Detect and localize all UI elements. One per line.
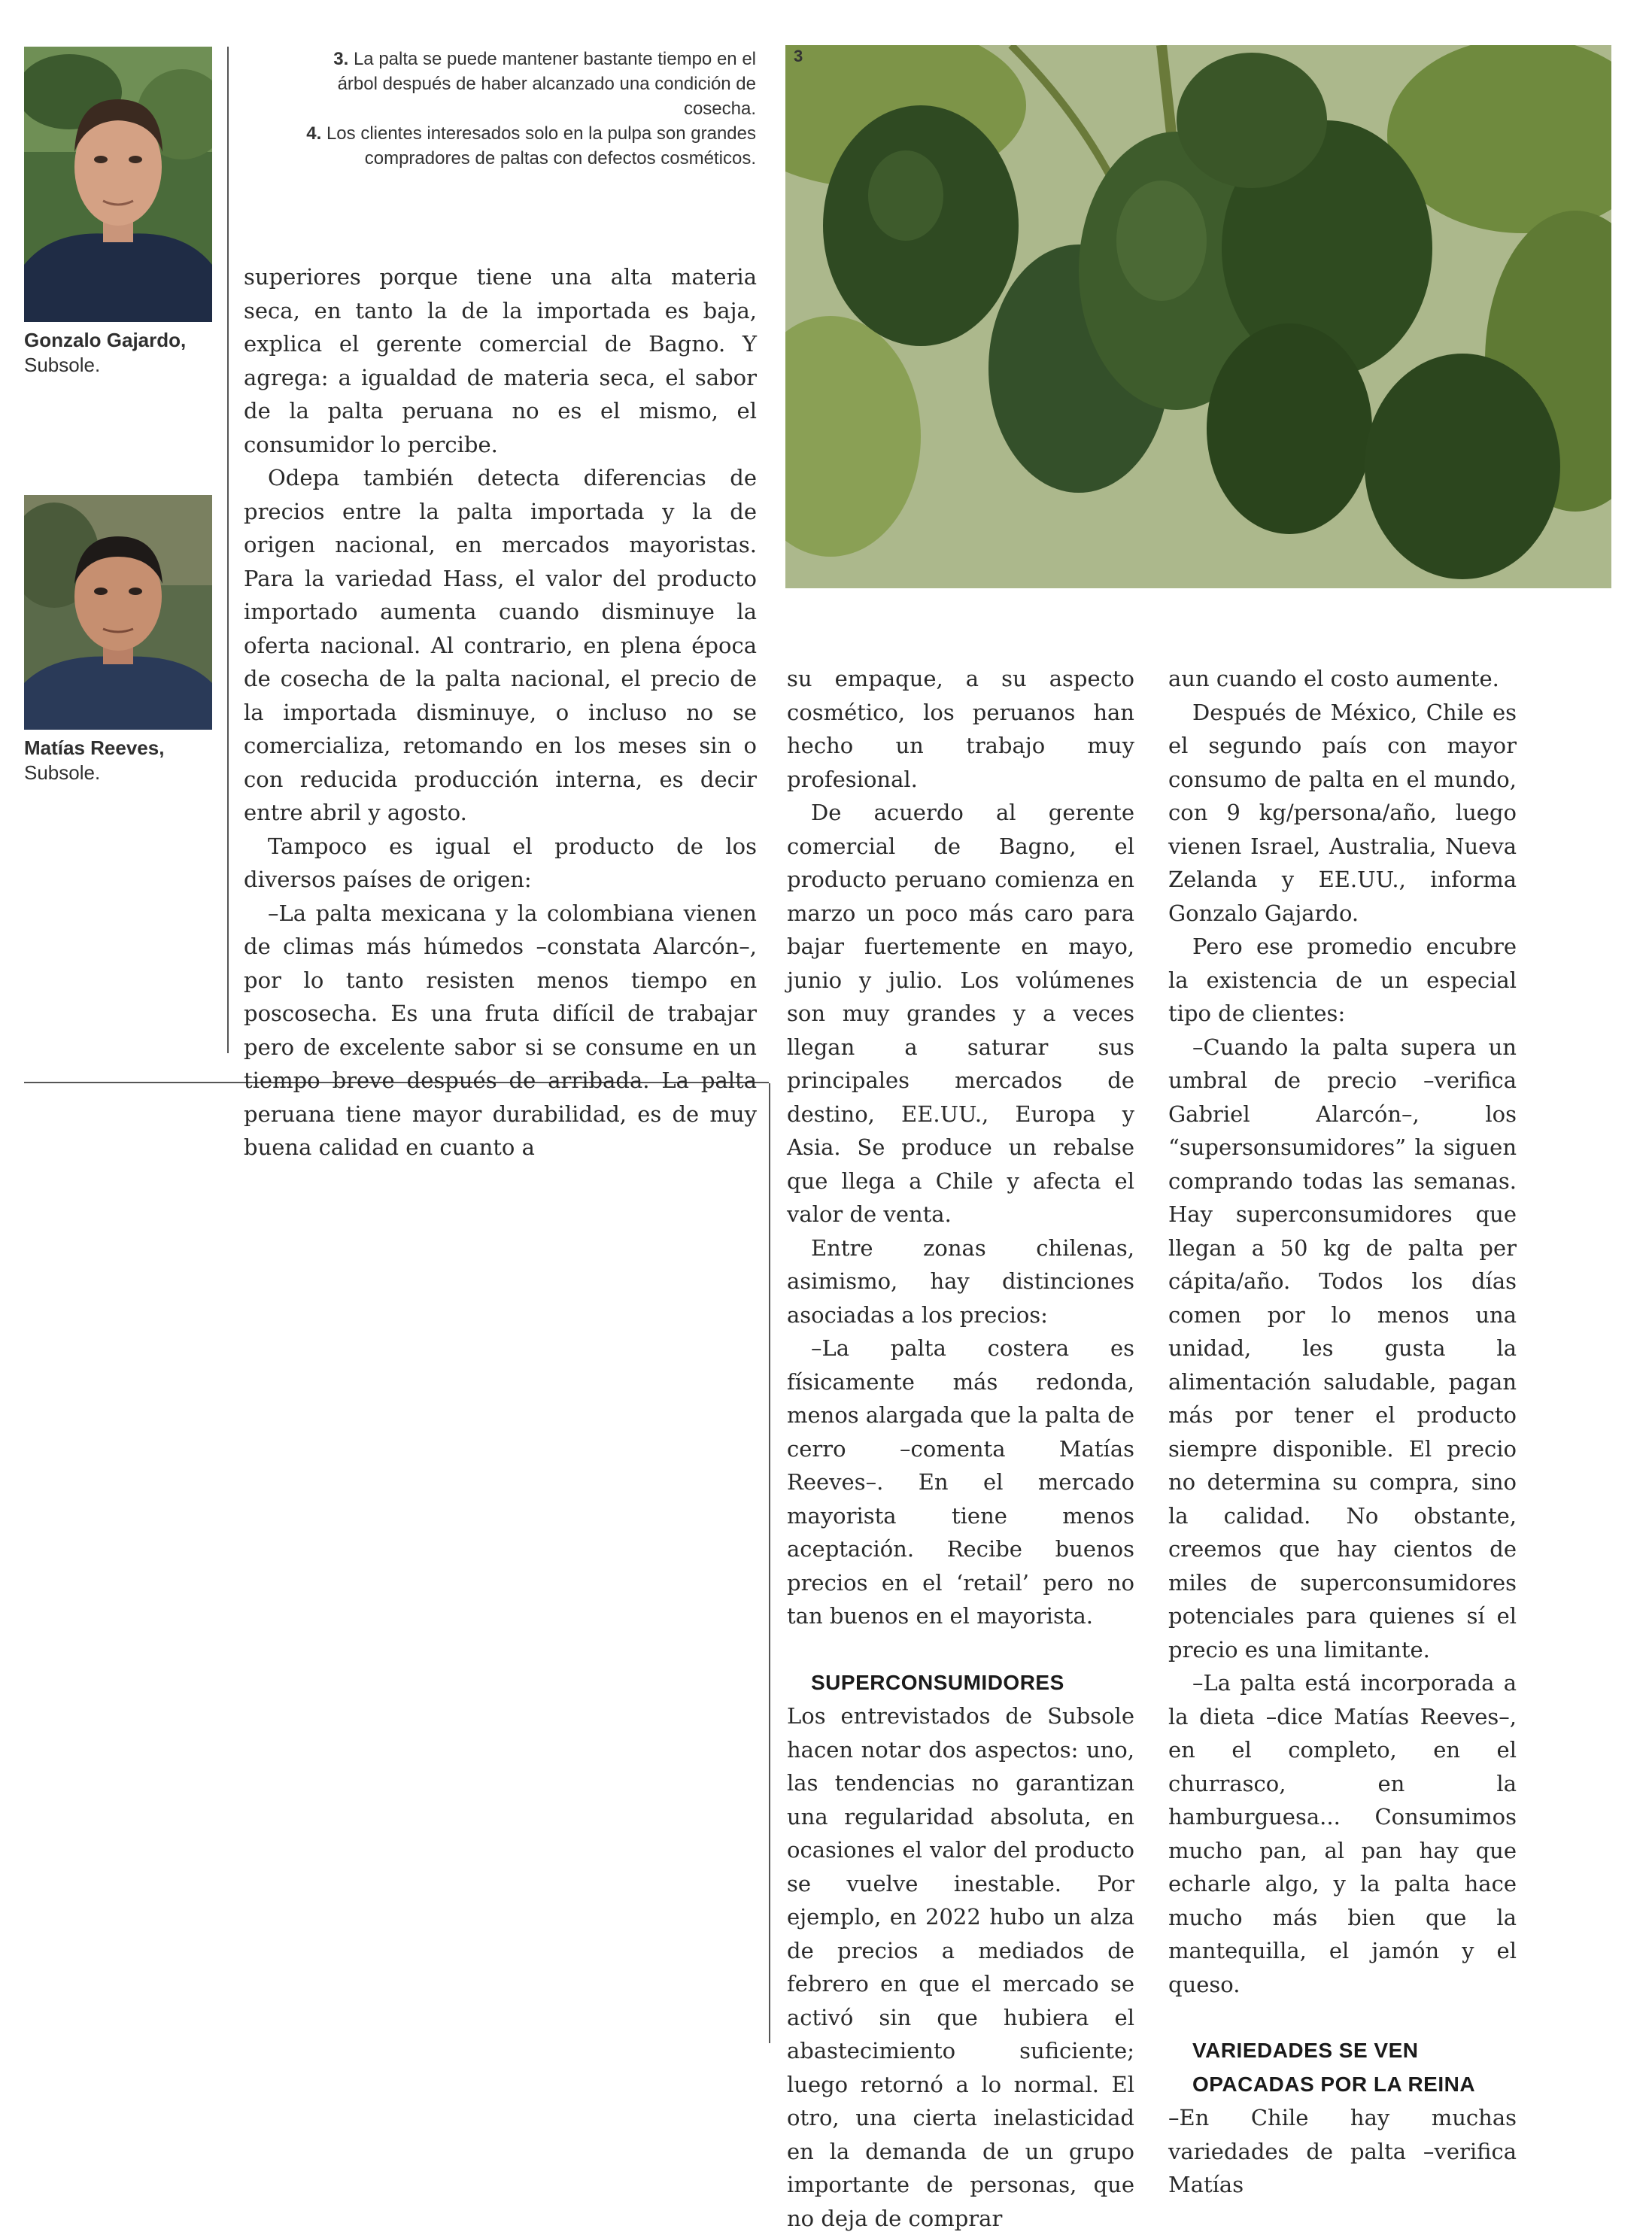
paragraph: –En Chile hay muchas variedades de palta –verifica Matías <box>1168 2105 1517 2197</box>
caption-gonzalo-gajardo <box>24 328 212 378</box>
caption-4 <box>301 121 756 171</box>
person-name: Matías Reeves, <box>24 736 165 759</box>
caption-3 <box>301 47 756 121</box>
person-affiliation: Subsole. <box>24 761 101 784</box>
paragraph: –La palta mexicana y la colombiana vienen de climas más húmedos –constata Alarcón–, por lo tanto resisten menos tiempo en poscosecha. Es una fruta difícil de trabajar pero de excelente sabor si se consume en un tiempo breve después de arribada. La palta peruana tiene mayor durabilidad, es de muy buena calidad en cuanto a <box>244 900 757 1160</box>
article-column-1 <box>244 260 757 1165</box>
column-divider-lower <box>769 1083 770 2043</box>
paragraph: su empaque, a su aspecto cosmético, los peruanos han hecho un trabajo muy profesional. <box>787 666 1134 792</box>
paragraph: De acuerdo al gerente comercial de Bagno, el producto peruano comienza en marzo un poco más caro para bajar fuertemente en mayo, junio y julio. Los volúmenes son muy grandes y a veces llegan a saturar sus principales mercados de destino, EE.UU., Europa y Asia. Se produce un rebalse que llega a Chile y afecta el valor de venta. <box>787 800 1134 1227</box>
photo-number: 3 <box>794 47 803 65</box>
paragraph: Después de México, Chile es el segundo país con mayor consumo de palta en el mundo, con 9 kg/persona/año, luego vienen Israel, Australia, Nueva Zelanda y EE.UU., informa Gonzalo Gajardo. <box>1168 699 1517 926</box>
person-name: Gonzalo Gajardo, <box>24 329 187 351</box>
section-heading: SUPERCONSUMIDORES <box>811 1670 1064 1694</box>
photo-avocados-on-tree <box>785 45 1611 588</box>
paragraph: Entre zonas chilenas, asimismo, hay distinciones asociadas a los precios: <box>787 1234 1134 1328</box>
paragraph: –Cuando la palta supera un umbral de precio –verifica Gabriel Alarcón–, los “supersonsumidores” la siguen comprando todas las semanas. Hay superconsumidores que llegan a 50 kg de palta per cápita/año. Todos los días comen por lo menos una unidad, les gusta la alimentación saludable, pagan más por tener el producto siempre disponible. El precio no determina su compra, sino la calidad. No obstante, creemos que hay cientos de miles de superconsumidores potenciales para quienes sí el precio es una limitante. <box>1168 1034 1517 1663</box>
article-column-2 <box>787 662 1134 2235</box>
article-column-3 <box>1168 662 1517 2202</box>
caption-text: Los clientes interesados solo en la pulpa son grandes compradores de paltas con defectos cosméticos. <box>321 123 756 169</box>
paragraph: –La palta está incorporada a la dieta –dice Matías Reeves–, en el completo, en el churrasco, en la hamburguesa... Consumimos mucho pan, al pan hay que echarle algo, y la palta hace mucho más bien que la mantequilla, el jamón y el queso. <box>1168 1670 1517 1997</box>
paragraph: Odepa también detecta diferencias de precios entre la palta importada y la de origen nacional, en mercados mayoristas. Para la variedad Hass, el valor del producto importado aumenta cuando disminuye la oferta nacional. Al contrario, en plena época de cosecha de la palta nacional, el precio de la importada disminuye, o incluso no se comercializa, retomando en los meses sin o con reducida producción interna, es decir entre abril y agosto. <box>244 465 757 825</box>
section-heading-line-1: VARIEDADES SE VEN <box>1192 2039 1419 2062</box>
paragraph: superiores porque tiene una alta materia seca, en tanto la de la importada es baja, explica el gerente comercial de Bagno. Y agrega: a igualdad de materia seca, el sabor de la palta peruana no es el mismo, el consumidor lo percibe. <box>244 264 757 457</box>
photo-captions <box>301 47 756 171</box>
caption-matias-reeves <box>24 736 212 785</box>
person-affiliation: Subsole. <box>24 354 101 376</box>
photo-matias-reeves <box>24 495 212 730</box>
photo-gonzalo-gajardo <box>24 47 212 322</box>
paragraph: aun cuando el costo aumente. <box>1168 666 1499 691</box>
caption-number: 3. <box>333 49 349 69</box>
column-divider <box>227 47 229 1053</box>
section-heading-line-2: OPACADAS POR LA REINA <box>1192 2072 1476 2096</box>
caption-number: 4. <box>306 123 322 144</box>
paragraph: Pero ese promedio encubre la existencia de un especial tipo de clientes: <box>1168 934 1517 1026</box>
caption-text: La palta se puede mantener bastante tiempo en el árbol después de haber alcanzado una condición de cosecha. <box>337 49 756 119</box>
paragraph: Tampoco es igual el producto de los diversos países de origen: <box>244 833 757 892</box>
paragraph: Los entrevistados de Subsole hacen notar dos aspectos: uno, las tendencias no garantizan una regularidad absoluta, en ocasiones el valor del producto se vuelve inestable. Por ejemplo, en 2022 hubo un alza de precios a mediados de febrero en que el mercado se activó sin que hubiera el abastecimiento suficiente; luego retornó a lo normal. El otro, una cierta inelasticidad en la demanda de un grupo importante de personas, que no deja de comprar <box>787 1703 1134 2231</box>
paragraph: –La palta costera es físicamente más redonda, menos alargada que la palta de cerro –comenta Matías Reeves–. En el mercado mayorista tiene menos aceptación. Recibe buenos precios en el ‘retail’ pero no tan buenos en el mayorista. <box>787 1335 1134 1629</box>
